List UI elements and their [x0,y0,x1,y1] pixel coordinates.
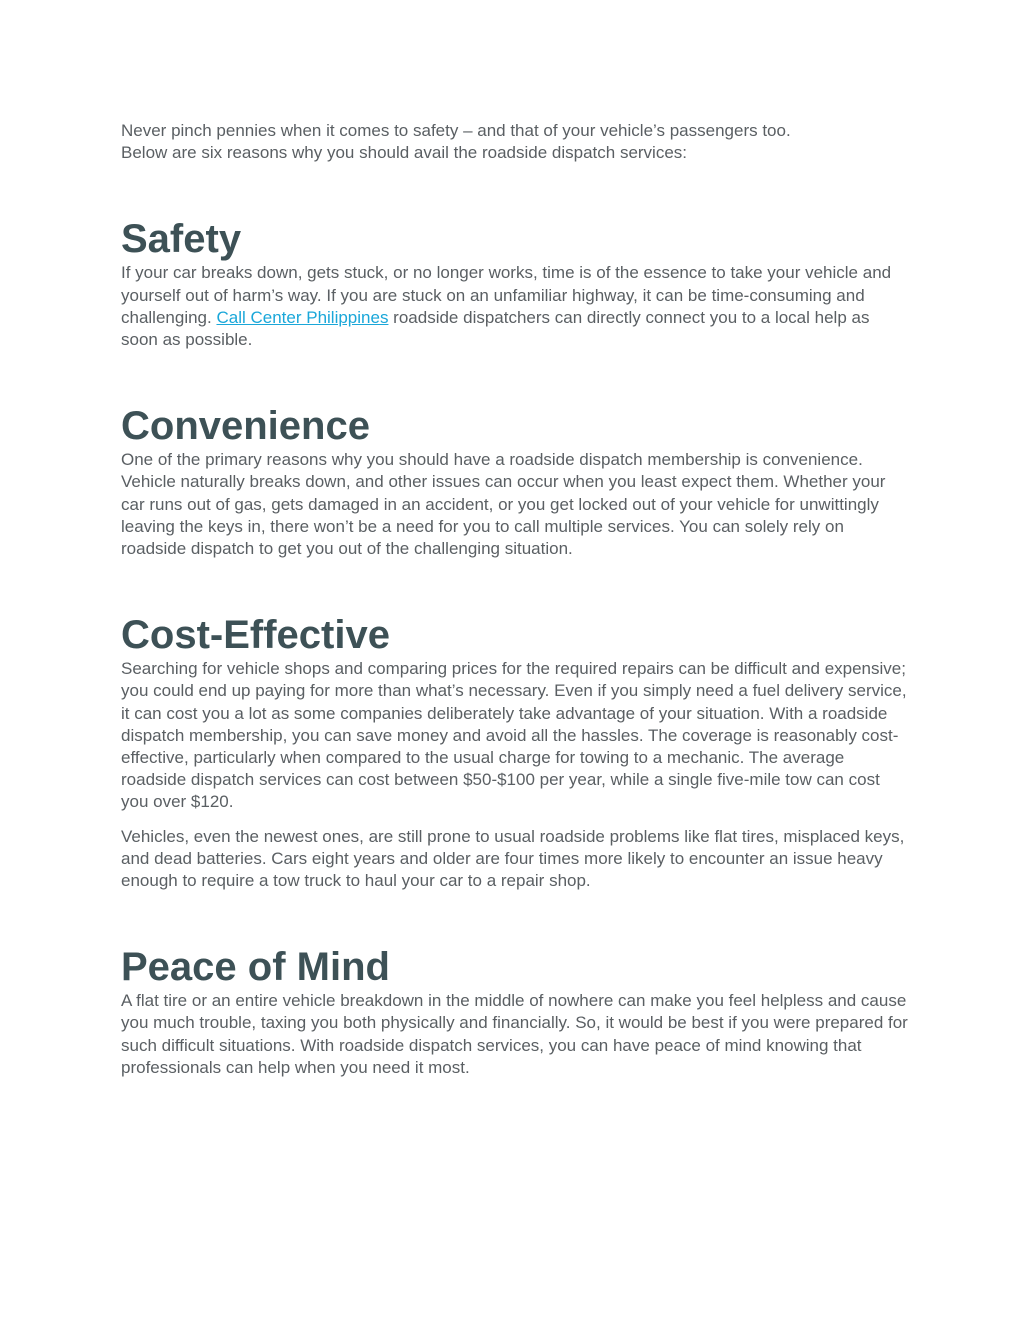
section-safety [121,216,911,351]
convenience-paragraph: One of the primary reasons why you should have a roadside dispatch membership is convenience. Vehicle naturally breaks down, and other issues can occur when you least expect them. Whether your car runs out of gas, gets damaged in an accident, or you get locked out of your vehicle for unwittingly leaving the keys in, there won’t be a need for you to call multiple services. You can solely rely on roadside dispatch to get you out of the challenging situation. [121,450,886,559]
safety-paragraph [121,262,911,351]
section-cost-effective [121,612,911,892]
intro-line-2: Below are six reasons why you should avail the roadside dispatch services: [121,143,688,163]
peace-of-mind-paragraph: A flat tire or an entire vehicle breakdown in the middle of nowhere can make you feel helpless and cause you much trouble, taxing you both physically and financially. So, it would be best if you were prepared for such difficult situations. With roadside dispatch services, you can have peace of mind knowing that professionals can help when you need it most. [121,991,908,1077]
cost-effective-paragraph-1: Searching for vehicle shops and comparing prices for the required repairs can be difficult and expensive; you could end up paying for more than what’s necessary. Even if you simply need a fuel delivery service, it can cost you a lot as some companies deliberately take advantage of your situation. With a roadside dispatch membership, you can save money and avoid all the hassles. The coverage is reasonably cost-effective, particularly when compared to the usual charge for towing to a mechanic. The average roadside dispatch services can cost between $50-$100 per year, while a single five-mile tow can cost you over $120. [121,659,907,812]
intro-paragraph [121,120,911,164]
cost-effective-paragraph-2: Vehicles, even the newest ones, are still prone to usual roadside problems like flat tires, misplaced keys, and dead batteries. Cars eight years and older are four times more likely to encounter an issue heavy enough to require a tow truck to haul your car to a repair shop. [121,826,905,891]
section-convenience [121,403,911,560]
intro-line-1: Never pinch pennies when it comes to safety – and that of your vehicle’s passengers too. [121,121,791,140]
cost-effective-heading: Cost-Effective [121,613,390,658]
safety-heading: Safety [121,217,242,262]
section-peace-of-mind [121,944,911,1079]
safety-text-after-link: roadside dispatchers can directly connect you to a local help as soon as possible. [121,307,870,350]
peace-of-mind-heading: Peace of Mind [121,945,390,990]
safety-text-before-link: If your car breaks down, gets stuck, or no longer works, time is of the essence to take your vehicle and yourself out of harm’s way. If you are stuck on an unfamiliar highway, it can be time-consuming and challenging. [121,263,892,327]
document-page [121,120,911,1131]
call-center-philippines-link[interactable]: Call Center Philippines [216,307,389,327]
convenience-heading: Convenience [121,404,370,449]
